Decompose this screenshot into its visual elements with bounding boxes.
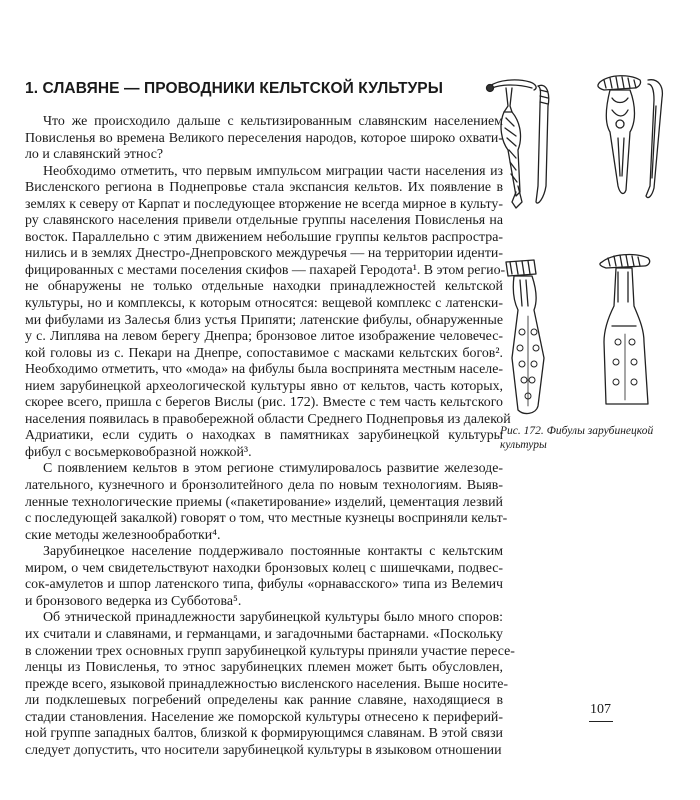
page-number: 107 — [590, 702, 611, 717]
text-line: ной группе западных балтов, близкой к формирующимся славянам. В этой связи — [25, 726, 503, 742]
paragraph-3 — [25, 461, 508, 544]
text-line: прежде всего, языковой принадлежностью висленского населения. Выше носите- — [25, 676, 509, 692]
text-line: ло и славянский этнос? — [25, 147, 164, 163]
text-line: ли подклешевых погребений определены как ранние славяне, находящиеся в — [25, 693, 503, 709]
text-line: культуры, но и комплексы, к которым относятся: вещевой комплекс с латенски- — [25, 296, 503, 312]
section-heading: 1. СЛАВЯНЕ — ПРОВОДНИКИ КЕЛЬТСКОЙ КУЛЬТУРЫ — [25, 80, 444, 97]
text-line: Адриатики, если судить о находках в памятниках зарубинецкой культуры — [25, 428, 503, 444]
text-line: не обнаружены не только отдельные находки принадлежностей кельтской — [25, 279, 503, 295]
text-line: восток. Параллельно с этим движением небольшие группы кельтов распростра- — [25, 229, 503, 245]
fibula-4-icon — [600, 255, 650, 404]
text-line: Необходимо отметить, что первым импульсом миграции части населения из — [43, 163, 503, 179]
paragraph-5 — [25, 610, 515, 759]
text-line: фицированных с местами поселения скифов — пахарей Геродота¹. В этом регио- — [25, 262, 506, 278]
text-line: и бронзового ведерка из Субботова⁵. — [25, 593, 242, 609]
fibula-3-icon — [506, 260, 544, 413]
text-line: ленные технологические приемы («пакетирование» изделий, цементация лезвий — [25, 494, 503, 510]
fibulae-figure — [478, 66, 688, 426]
paragraph-2 — [25, 163, 511, 462]
text-line: следует допустить, что носители зарубинецкой культуры в языковом отношении — [25, 742, 502, 758]
text-line: ленцы из Повисленья, то этнос зарубинецких племен может быть обусловлен, — [25, 660, 503, 676]
text-line: фибул с восьмерковобразной ножкой³. — [25, 444, 252, 460]
text-line: ские методы железнообработки⁴. — [25, 527, 221, 543]
paragraph-4 — [25, 544, 503, 610]
page-number-rule — [589, 721, 613, 722]
text-line: Висленского региона в Поднепровье стала экспансия кельтов. Их появление в — [25, 180, 503, 196]
text-line: Что же происходило дальше с кельтизированным славянским населением — [43, 114, 503, 129]
text-line: населения появилась в правобережной области Среднего Поднепровья из далекой — [25, 411, 511, 427]
body-text — [25, 114, 515, 759]
text-line: нием зарубинецкой археологической культуры явно от кельтов, часть которых, — [25, 378, 503, 394]
text-line: кой головы из с. Пекари на Днепре, сопоставимое с масками кельтских богов². — [25, 345, 503, 361]
text-line: Об этнической принадлежности зарубинецкой культуры было много споров: — [43, 610, 503, 626]
text-line: С появлением кельтов в этом регионе стимулировалось развитие железоде- — [43, 461, 503, 477]
text-line: их считали и славянами, и германцами, и загадочными бастарнами. «Поскольку — [25, 626, 503, 642]
text-line: в сложении трех основных групп зарубинецкой культуры приняли участие пересе- — [25, 643, 515, 659]
text-line: Зарубинецкое население поддерживало постоянные контакты с кельтским — [43, 544, 503, 560]
text-line: стадии становления. Население же поморской культуры отнесено к периферий- — [25, 709, 503, 725]
text-line: сок-амулетов и шпор латенского типа, фибулы «орнавасского» типа из Велемич — [25, 577, 503, 593]
text-line: скорее всего, пришла с берегов Вислы (рис. 172). Вместе с тем часть кельтского — [25, 395, 503, 411]
fibula-2-icon — [598, 76, 662, 198]
text-line: у с. Липлява на левом берегу Днепра; бронзовое литое изображение человечес- — [25, 329, 503, 345]
text-line: миром, о чем свидетельствуют находки бронзовых колец с шишечками, подвес- — [25, 560, 503, 576]
text-line: ру славянского населения привели отдельные группы населения Повисленья на — [25, 213, 503, 229]
text-line: нились и в землях Днестро-Днепровского междуречья — на территории иденти- — [25, 246, 503, 262]
figure-caption: Рис. 172. Фибулы зарубинецкой культуры — [500, 425, 654, 451]
text-line: землях к северу от Карпат и последующее вторжение не всегда мирное в культу- — [25, 196, 503, 212]
text-line: лательного, кузнечного и бронзолитейного дела по новым технологиям. Выяв- — [25, 478, 503, 494]
text-line: с последующей закалкой) говорят о том, что местные кузнецы восприняли кельт- — [25, 511, 508, 527]
text-line: ми фибулами из Залесья близ устья Припяти; латенские фибулы, обнаруженные — [25, 312, 503, 328]
text-line: Повисленья во времена Великого переселения народов, которое широко охвати- — [25, 130, 503, 146]
text-line: Необходимо отметить, что «мода» на фибулы была воспринята местным населе- — [25, 362, 503, 378]
paragraph-1 — [25, 114, 503, 164]
fibula-1-icon — [487, 80, 549, 208]
